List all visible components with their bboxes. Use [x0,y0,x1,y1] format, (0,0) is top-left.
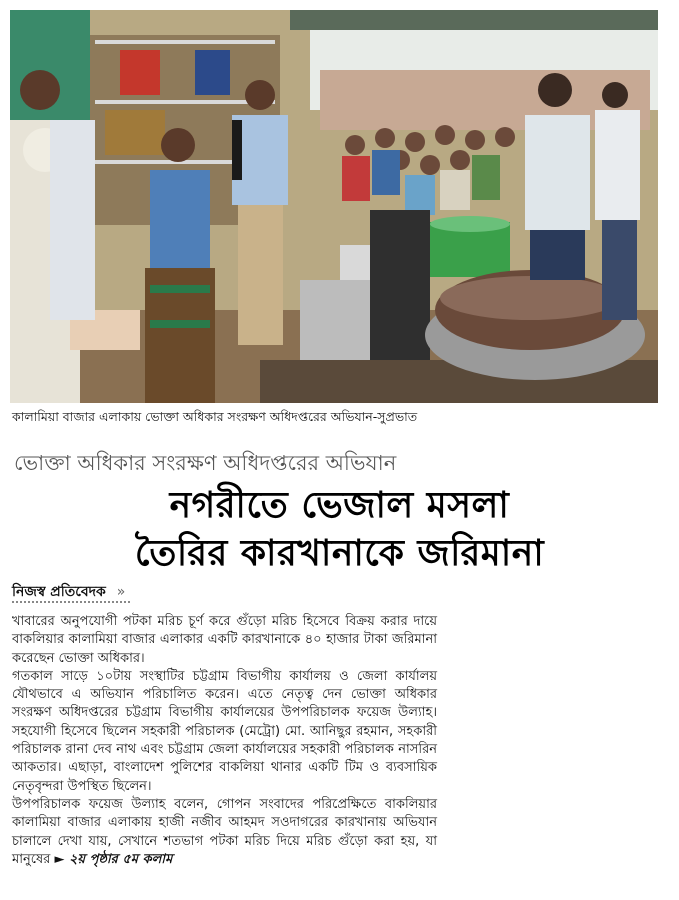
article-paragraph: খাবারের অনুপযোগী পটকা মরিচ চূর্ণ করে গুঁড়ো মরিচ হিসেবে বিক্রয় করার দায়ে বাকলিয়ার কালামিয়া বাজার এলাকার একটি কারখানাকে ৪০ হাজার টাকা জরিমানা করেছেন ভোক্তা অধিকার। [12,614,437,666]
byline-divider [12,601,130,603]
byline-arrows-icon: » [116,584,126,600]
news-photo [10,10,658,403]
kicker-subheading: ভোক্তা অধিকার সংরক্ষণ অধিদপ্তরের অভিযান [14,451,397,475]
photo-news-image [10,10,658,403]
article-body [12,613,437,869]
photo-caption: কালামিয়া বাজার এলাকায় ভোক্তা অধিকার সংরক্ষণ অধিদপ্তরের অভিযান-সুপ্রভাত [12,409,418,424]
byline-author: নিজস্ব প্রতিবেদক [12,584,106,600]
headline-line-1: নগরীতে ভেজাল মসলা [169,485,510,526]
headline-line-2: তৈরির কারখানাকে জরিমানা [134,533,545,574]
article-paragraph [12,796,437,869]
article-paragraph: গতকাল সাড়ে ১০টায় সংস্থাটির চট্টগ্রাম বিভাগীয় কার্যালয় ও জেলা কার্যালয় যৌথভাবে এ অভিযান পরিচালিত করেন। এতে নেতৃত্ব দেন ভোক্তা অধিকার সংরক্ষণ অধিদপ্তরের চট্টগ্রাম বিভাগীয় কার্যালয়ের উপপরিচালক ফয়েজ উল্যাহ। সহযোগী হিসেবে ছিলেন সহকারী পরিচালক (মেট্রো) মো. আনিছুর রহমান, সহকারী পরিচালক রানা দেব নাথ এবং চট্টগ্রাম জেলা কার্যালয়ের সহকারী পরিচালক নাসরিন আকতার। এছাড়া, বাংলাদেশ পুলিশের বাকলিয়া থানার একটি টিম ও ব্যবসায়িক নেতৃবৃন্দরা উপস্থিত ছিলেন। [12,668,437,794]
article-paragraph-text: উপপরিচালক ফয়েজ উল্যাহ বলেন, গোপন সংবাদের পরিপ্রেক্ষিতে বাকলিয়ার কালামিয়া বাজার এলাকায় হাজী নজীব আহমদ সওদাগরের কারখানায় অভিযান চালালে দেখা যায়, সেখানে শতভাগ পটকা মরিচ দিয়ে মরিচ গুঁড়ো করা হয়, যা মানুষের [12,796,437,867]
continuation-reference: ► ২য় পৃষ্ঠার ৫ম কলাম [54,851,173,867]
